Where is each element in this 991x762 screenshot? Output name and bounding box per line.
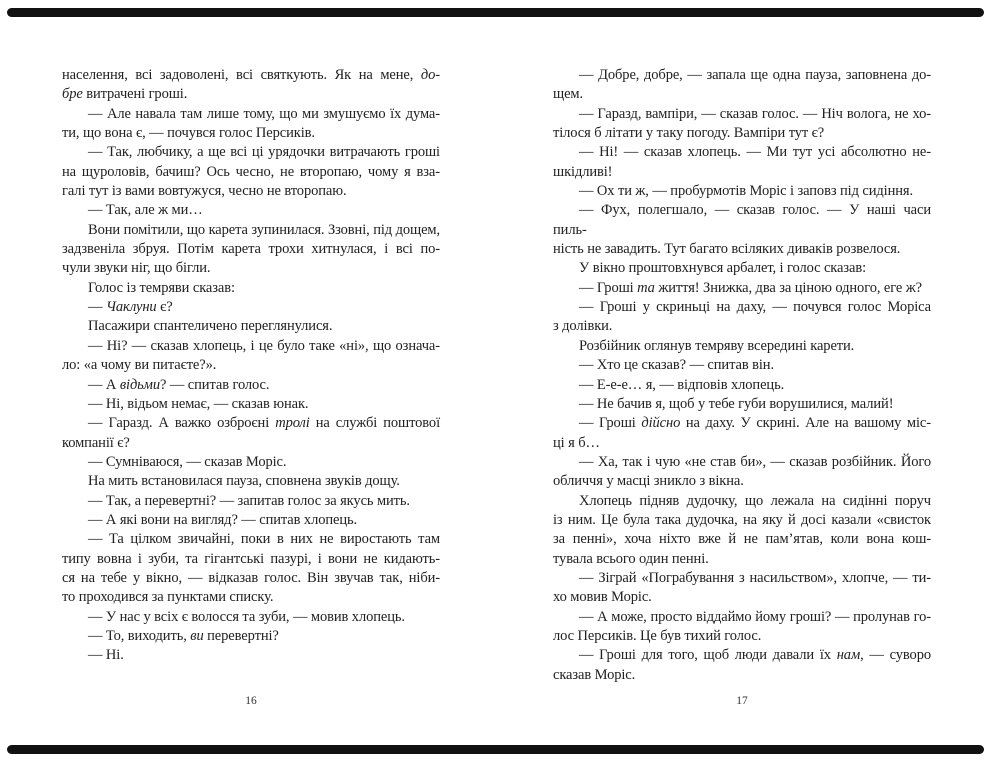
text-line: — Фух, полегшало, — сказав голос. — У наші часи пиль- <box>553 202 931 238</box>
text-line: — Добре, добре, — запала ще одна пауза, заповнена до- <box>579 67 931 83</box>
text-line: ці я б… <box>553 434 600 451</box>
text-line: — Так, але ж ми… <box>88 202 203 219</box>
text-line: — Але навала там лише тому, що ми змушуємо їх дума- <box>88 105 440 122</box>
text-line: — То, виходить, ви перевертні? <box>88 627 279 644</box>
text-line: — Гроші дійсно на даху. У скрині. Але на вашому міс- <box>579 415 931 432</box>
text-line: — Хто це сказав? — спитав він. <box>579 357 774 374</box>
text-line: — Сумніваюся, — сказав Моріс. <box>88 453 287 470</box>
text-line: на щуроловів, бачиш? Ось чесно, не второпаю, чому я вза- <box>62 163 440 180</box>
text-line: Розбійник оглянув темряву всередині карети. <box>579 337 855 354</box>
text-line: — Так, а перевертні? — запитав голос за якусь мить. <box>88 492 410 509</box>
text-line: — А які вони на вигляд? — спитав хлопець. <box>88 511 358 528</box>
text-line: тілося б літати у таку погоду. Вампіри тут є? <box>553 125 825 142</box>
text-line: Вони помітили, що карета зупинилася. Ззовні, під дощем, <box>88 221 441 238</box>
left-page-number: 16 <box>245 695 257 707</box>
text-line: — Ні! — сказав хлопець. — Ми тут усі абсолютно не- <box>579 144 931 161</box>
text-line: — Гроші для того, щоб люди давали їх нам, — суворо <box>579 647 932 664</box>
text-line: ти, що вона є, — почувся голос Персиків. <box>62 125 315 142</box>
text-line: На мить встановилася пауза, сповнена звуків дощу. <box>88 473 400 490</box>
text-line: — Ні, відьом немає, — сказав юнак. <box>88 395 309 412</box>
text-line: із ним. Це була така дудочка, на яку й досі казали «свисток <box>553 511 931 528</box>
text-line: лос Персиків. Це був тихий голос. <box>553 627 762 644</box>
text-line: галі тут із вами вовтужуся, чесно не второпаю. <box>62 183 347 200</box>
text-line: чули звуки ніг, що бігли. <box>62 260 211 277</box>
right-page-text <box>553 66 931 685</box>
text-line: — Так, любчику, а ще всі ці урядочки витрачають гроші <box>88 144 440 161</box>
text-line: — Не бачив я, щоб у тебе губи ворушилися, малий! <box>579 395 894 412</box>
text-line: задзвеніла збруя. Потім карета трохи хитнулася, і всі по- <box>62 241 440 258</box>
text-line: — Зіграй «Пограбування з насильством», хлопче, — ти- <box>579 569 931 586</box>
text-line: — Ні? — сказав хлопець, і це було таке «ні», що означа- <box>88 337 440 354</box>
text-line: Хлопець підняв дудочку, що лежала на сидінні поруч <box>579 492 931 509</box>
text-line: — Та цілком звичайні, поки в них не виростають там <box>88 531 440 548</box>
text-line: Голос із темряви сказав: <box>88 279 235 296</box>
text-line: щем. <box>553 86 584 103</box>
text-line: — Гроші та життя! Знижка, два за ціною одного, еге ж? <box>579 279 922 296</box>
text-line: типу вовна і зуби, та гігантські пазурі, і вони не кидають- <box>62 550 440 567</box>
text-line: — Чаклуни є? <box>88 299 173 316</box>
text-line: — А може, просто віддаймо йому гроші? — пролунав го- <box>579 608 931 625</box>
bottom-separator-bar <box>7 745 984 754</box>
text-line: — Гроші у скриньці на даху, — почувся голос Моріса <box>579 299 931 316</box>
right-page-number: 17 <box>736 695 748 707</box>
text-line: ло: «а чому ви питаєте?». <box>62 357 217 374</box>
text-line: сказав Моріс. <box>553 666 636 683</box>
text-line: — Ні. <box>88 647 124 664</box>
text-line: — Гаразд. А важко озброєні тролі на службі поштової <box>88 415 440 432</box>
text-line: компанії є? <box>62 434 130 451</box>
text-line: хо мовив Моріс. <box>553 589 652 606</box>
text-line: населення, всі задоволені, всі святкують. Як на мене, до- <box>62 67 440 83</box>
text-line: з долівки. <box>553 318 613 335</box>
top-separator-bar <box>7 8 984 17</box>
text-line: Пасажири спантеличено переглянулися. <box>88 318 333 335</box>
text-line: тувала всього один пенні. <box>553 550 709 567</box>
text-line: бре витрачені гроші. <box>62 86 188 103</box>
left-page-text <box>62 66 440 666</box>
text-line: — Ха, так і чую «не став би», — сказав розбійник. Його <box>579 453 931 470</box>
text-line: — У нас у всіх є волосся та зуби, — мовив хлопець. <box>88 608 405 625</box>
text-line: за пенні», хоча ніхто вже й не пам’ятав, коли вона кош- <box>553 531 931 548</box>
text-line: то проходився за пунктами списку. <box>62 589 274 606</box>
text-line: — Е-е-е… я, — відповів хлопець. <box>579 376 785 393</box>
text-line: У вікно проштовхнувся арбалет, і голос сказав: <box>579 260 867 277</box>
text-line: ність не завадить. Тут багато всіляких диваків розвелося. <box>553 241 901 258</box>
text-line: шкідливі! <box>553 163 613 180</box>
text-line: ся на тебе у вікно, — відказав голос. Він звучав так, ніби- <box>62 569 440 586</box>
text-line: обличчя у масці зникло з вікна. <box>553 473 744 490</box>
text-line: — Ох ти ж, — пробурмотів Моріс і заповз під сидіння. <box>579 183 913 200</box>
text-line: — Гаразд, вампіри, — сказав голос. — Ніч волога, не хо- <box>579 105 931 122</box>
text-line: — А відьми? — спитав голос. <box>88 376 270 393</box>
